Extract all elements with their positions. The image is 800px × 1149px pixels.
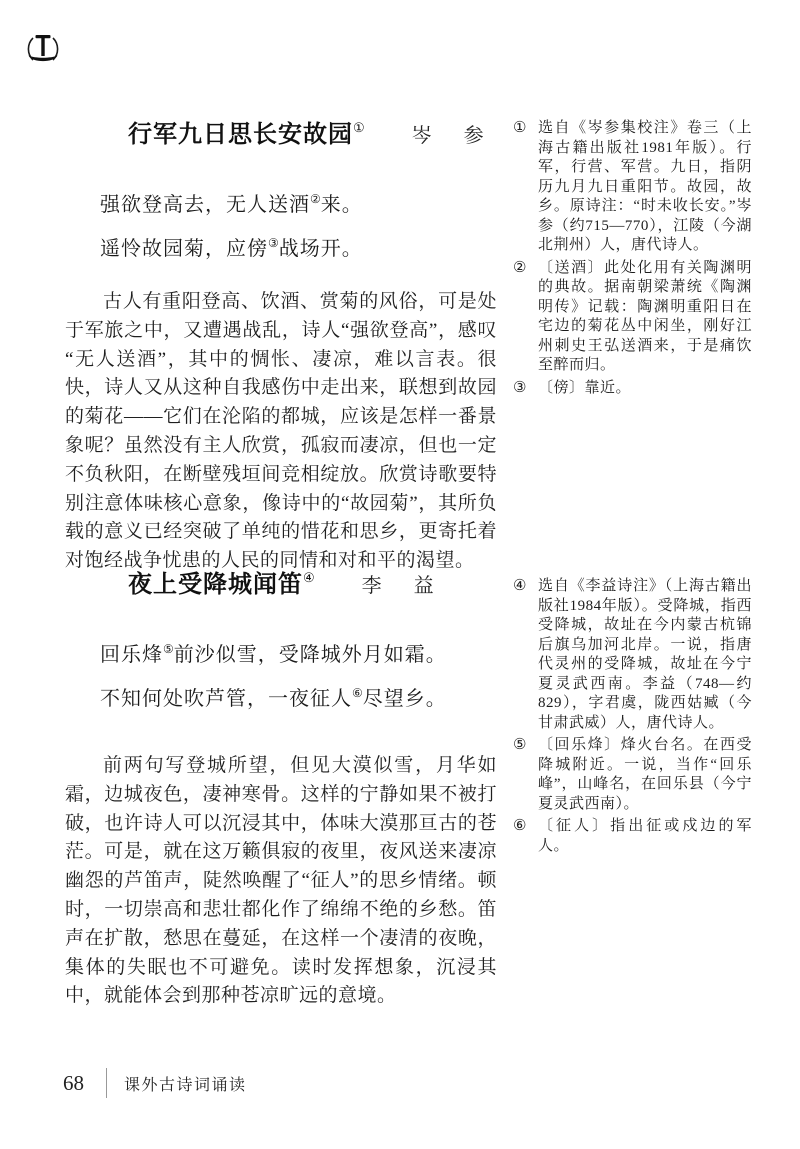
poem-line [100, 674, 500, 718]
note-item-4 [513, 577, 752, 733]
note-number: ⑤ [513, 737, 527, 753]
poem-line [100, 630, 500, 674]
poem-2-title-row [65, 564, 568, 599]
poem-line [100, 224, 500, 268]
anchor-logo-icon [24, 30, 62, 68]
poem-2-title-note-ref: ④ [303, 570, 316, 585]
page-number: 68 [63, 1070, 84, 1095]
poem-1-commentary: 古人有重阳登高、饮酒、赏菊的风俗，可是处于军旅之中，又遭遇战乱，诗人“强欲登高”，感叹“无人送酒”，其中的惆怅、凄凉，难以言表。很快，诗人又从这种自我感伤中走出来，联想到故园的菊花——它们在沦陷的都城，应该是怎样一番景象呢？虽然没有主人欣赏，孤寂而凄凉，但也一定不负秋阳，在断壁残垣间竞相绽放。欣赏诗歌要特别注意体味核心意象，像诗中的“故园菊”，其所负载的意义已经突破了单纯的惜花和思乡，更寄托着对饱经战争忧患的人民的同情和对和平的渴望。 [65, 291, 497, 572]
note-text: 〔回乐烽〕烽火台名。在西受降城附近。一说，当作“回乐峰”，山峰名，在回乐县（今宁夏灵武西南）。 [538, 737, 752, 812]
poem-2-author: 李 益 [361, 575, 440, 597]
note-group-poem-2 [513, 577, 752, 859]
poem-1-body [100, 180, 500, 268]
note-ref-3: ③ [268, 236, 279, 250]
note-ref-2: ② [310, 192, 321, 206]
note-text: 选自《岑参集校注》卷三（上海古籍出版社1981年版）。行军，行营、军营。九日，指阴历九月九日重阳节。故园，故乡。原诗注：“时未收长安。”岑参（约715—770），江陵（今湖北荆州）人，唐代诗人。 [538, 120, 752, 253]
note-number: ③ [513, 379, 527, 396]
poem-2-body [100, 630, 500, 718]
note-ref-5: ⑤ [163, 642, 174, 656]
note-item-5 [513, 736, 752, 814]
poem-line [100, 180, 500, 224]
note-text: 〔傍〕靠近。 [538, 379, 632, 396]
note-ref-6: ⑥ [352, 686, 363, 700]
note-item-2 [513, 259, 752, 376]
note-item-3 [513, 379, 752, 399]
poem-line-text: 强欲登高去，无人送酒 [100, 194, 310, 216]
note-group-poem-1 [513, 119, 752, 401]
note-number: ⑥ [513, 818, 527, 834]
poem-line-text: 回乐烽 [100, 644, 163, 666]
poem-line-text: 来。 [320, 194, 363, 216]
poem-1-title-text: 行军九日思长安故园 [128, 122, 353, 148]
poem-line-text: 遥怜故园菊，应傍 [100, 238, 268, 260]
section-title: 课外古诗词诵读 [124, 1076, 247, 1094]
note-text: 选自《李益诗注》（上海古籍出版社1984年版）。受降城，指西受降城，故址在今内蒙古杭锦后旗乌加河北岸。一说，指唐代灵州的受降城，故址在今宁夏灵武西南。李益（748—约829），字君虞，陇西姑臧（今甘肃武威）人，唐代诗人。 [538, 578, 752, 731]
poem-1-title [128, 122, 366, 148]
poem-line-text: 尽望乡。 [362, 688, 447, 710]
poem-line-text: 前沙似雪，受降城外月如霜。 [173, 644, 447, 666]
note-text: 〔送酒〕此处化用有关陶渊明的典故。据南朝梁萧统《陶渊明传》记载：陶渊明重阳日在宅边的菊花丛中闲坐，刚好江州刺史王弘送酒来，于是痛饮至醉而归。 [538, 259, 752, 373]
note-item-6 [513, 817, 752, 856]
poem-1-author: 岑 参 [411, 125, 490, 147]
page-footer [63, 1068, 247, 1098]
note-number: ④ [513, 578, 527, 594]
poem-2-title [128, 572, 316, 598]
poem-line-text: 战场开。 [278, 238, 363, 260]
poem-1-title-note-ref: ① [353, 120, 366, 135]
footer-divider [106, 1068, 107, 1098]
note-text: 〔征人〕指出征或戍边的军人。 [538, 818, 752, 854]
poem-1-title-row [65, 114, 568, 149]
note-item-1 [513, 119, 752, 256]
note-number: ① [513, 120, 527, 136]
poem-2-title-text: 夜上受降城闻笛 [128, 572, 303, 598]
note-number: ② [513, 259, 527, 276]
poem-line-text: 不知何处吹芦管，一夜征人 [100, 688, 352, 710]
poem-2-commentary: 前两句写登城所望，但见大漠似雪，月华如霜，边城夜色，凄神寒骨。这样的宁静如果不被打破，也许诗人可以沉浸其中，体味大漠那亘古的苍茫。可是，就在这万籁俱寂的夜里，夜风送来凄凉幽怨的芦笛声，陡然唤醒了“征人”的思乡情绪。顿时，一切崇高和悲壮都化作了绵绵不绝的乡愁。笛声在扩散，愁思在蔓延，在这样一个凄清的夜晚，集体的失眠也不可避免。读时发挥想象，沉浸其中，就能体会到那种苍凉旷远的意境。 [65, 755, 497, 1007]
